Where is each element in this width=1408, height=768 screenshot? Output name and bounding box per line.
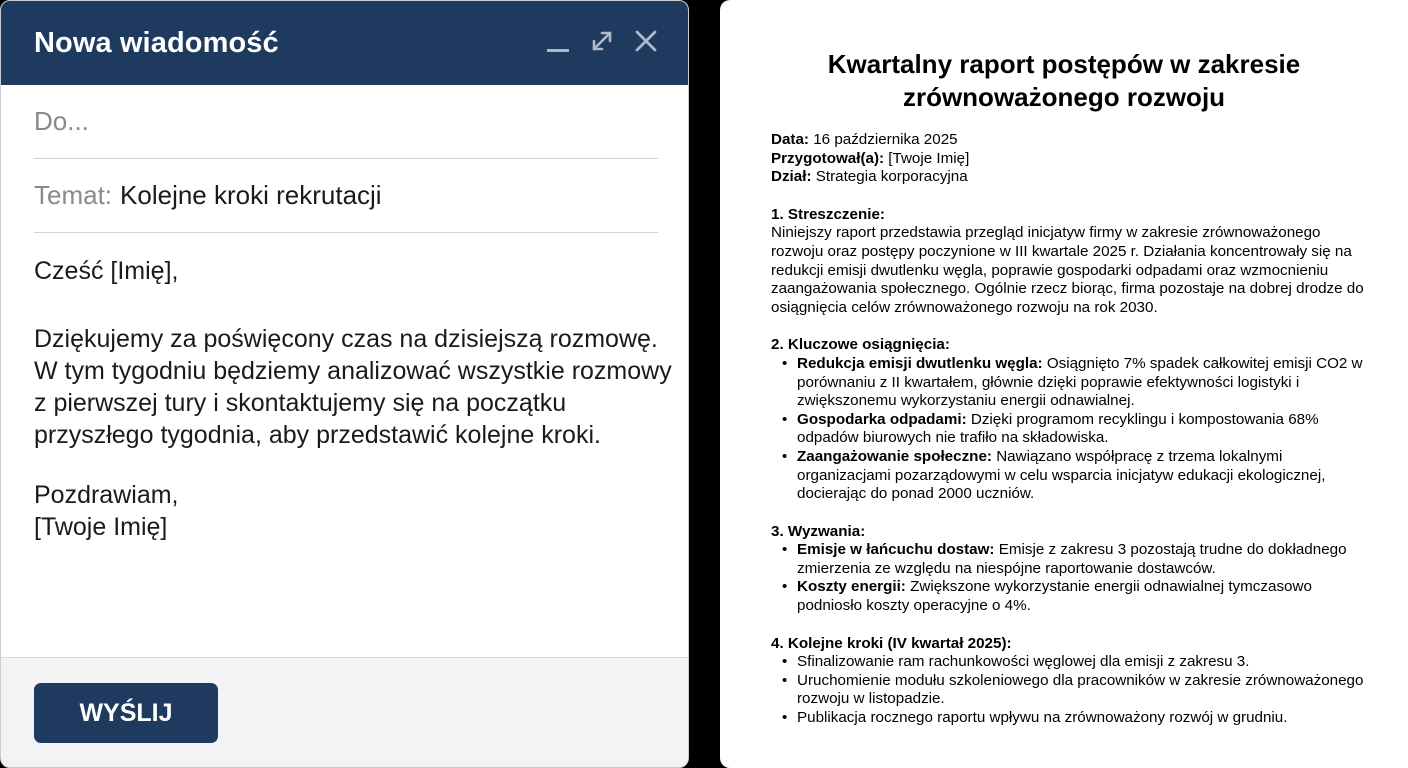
achievements-list	[782, 355, 1371, 504]
expand-icon[interactable]	[588, 27, 616, 55]
report-title	[720, 48, 1408, 114]
item-text: Osiągnięto 7% spadek całkowitej emisji CO2 w porównaniu z II kwartałem, głównie dzięki poprawie efektywności logistyki i zwiększonemu wykorzystaniu energii odnawialnej.	[797, 354, 1363, 410]
list-item	[782, 578, 1371, 615]
list-item	[782, 355, 1371, 411]
compose-title: Nowa wiadomość	[34, 26, 279, 59]
compose-footer	[1, 657, 688, 767]
close-icon[interactable]	[632, 27, 660, 55]
signature: [Twoje Imię]	[34, 513, 168, 541]
list-item	[782, 448, 1371, 504]
challenges-list	[782, 541, 1371, 615]
body-paragraph: Dziękujemy za poświęcony czas na dzisiejszą rozmowę. W tym tygodniu będziemy analizować wszystkie rozmowy z pierwszej tury i skontaktujemy się na początku przyszłego tygodnia, aby przedstawić kolejne kroki.	[34, 325, 672, 449]
item-text: Zwiększone wykorzystanie energii odnawialnej tymczasowo podniosło koszty operacyjne o 4%.	[797, 578, 1312, 615]
item-label: Redukcja emisji dwutlenku węgla:	[797, 354, 1043, 372]
meta-label: Przygotował(a):	[771, 149, 885, 167]
report-content	[771, 131, 1371, 728]
send-button[interactable]: WYŚLIJ	[34, 683, 218, 743]
item-label: Emisje w łańcuchu dostaw:	[797, 541, 995, 559]
list-item	[782, 541, 1371, 578]
signature-block	[34, 479, 674, 543]
meta-value: 16 października 2025	[808, 131, 958, 148]
recipient-field[interactable]	[34, 85, 658, 159]
subject-label: Temat:	[34, 180, 113, 210]
item-text: Emisje z zakresu 3 pozostają trudne do dokładnego zmierzenia ze względu na niespójne raportowanie dostawców.	[797, 541, 1347, 577]
meta-value: Strategia korporacyjna	[811, 168, 968, 186]
meta-label: Data:	[771, 131, 809, 148]
section-heading: 3. Wyzwania:	[771, 522, 866, 540]
section-heading: 4. Kolejne kroki (IV kwartał 2025):	[771, 634, 1012, 652]
next-steps-list	[782, 653, 1371, 727]
meta-label: Dział:	[771, 168, 812, 186]
report-title-line1: Kwartalny raport postępów w zakresie	[827, 49, 1301, 79]
list-item: • Uruchomienie modułu szkoleniowego dla pracowników w zakresie zrównoważonego rozwoju w listopadzie.	[782, 672, 1371, 709]
meta-date	[771, 131, 1371, 150]
item-label: Gospodarka odpadami:	[797, 410, 967, 428]
compose-header	[1, 1, 688, 85]
minimize-icon[interactable]	[544, 27, 572, 55]
section-heading: 2. Kluczowe osiągnięcia:	[771, 336, 950, 354]
meta-department	[771, 168, 1371, 187]
item-text: Nawiązano współpracę z trzema lokalnymi organizacjami pozarządowymi w celu wsparcia inicjatyw edukacji ekologicznej, docierając do ponad 2000 uczniów.	[797, 447, 1326, 503]
subject-value: Kolejne kroki rekrutacji	[120, 180, 382, 210]
meta-author	[771, 150, 1371, 169]
message-body[interactable]	[34, 255, 674, 543]
compose-window	[0, 0, 689, 768]
item-text: Dzięki programom recyklingu i kompostowania 68% odpadów biurowych nie trafiło na składowiska.	[797, 410, 1319, 447]
item-label: Zaangażowanie społeczne:	[797, 447, 992, 465]
signoff: Pozdrawiam,	[34, 481, 179, 509]
summary-text: Niniejszy raport przedstawia przegląd inicjatyw firmy w zakresie zrównoważonego rozwoju oraz postępy poczynione w III kwartale 2025 r. Działania koncentrowały się na redukcji emisji dwutlenku węgla, poprawie gospodarki odpadami oraz wzmocnieniu zaangażowania społecznego. Ogólnie rzecz biorąc, firma pozostaje na dobrej drodze do osiągnięcia celów zrównoważonego rozwoju na rok 2030.	[771, 224, 1364, 316]
report-document	[720, 0, 1408, 768]
recipient-placeholder: Do...	[34, 106, 89, 136]
window-controls	[544, 27, 660, 55]
item-label: Koszty energii:	[797, 578, 906, 596]
meta-value: [Twoje Imię]	[884, 149, 970, 167]
list-item: • Sfinalizowanie ram rachunkowości węglowej dla emisji z zakresu 3.	[782, 653, 1371, 672]
report-title-line2: zrównoważonego rozwoju	[902, 82, 1226, 112]
greeting: Cześć [Imię],	[34, 257, 179, 285]
list-item	[782, 411, 1371, 448]
subject-field[interactable]	[34, 159, 658, 233]
list-item: • Publikacja rocznego raportu wpływu na zrównoważony rozwój w grudniu.	[782, 709, 1371, 728]
section-heading: 1. Streszczenie:	[771, 205, 885, 223]
